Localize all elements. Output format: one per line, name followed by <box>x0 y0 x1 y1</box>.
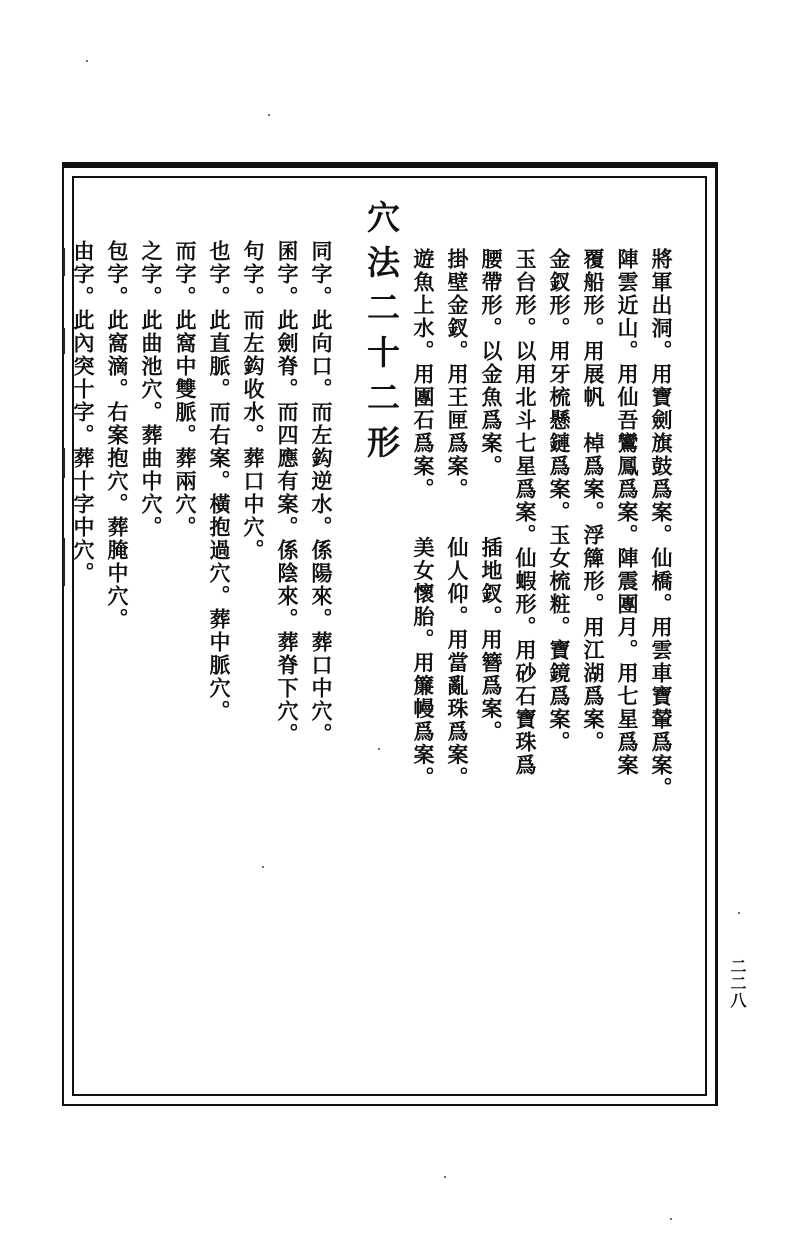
text-column-r6: 腰帶形。以金魚爲案。 插地釵。用簪爲案。 <box>479 248 504 744</box>
speck <box>738 912 740 914</box>
speck <box>268 114 270 116</box>
text-column-r5: 玉台形。以用北斗七星爲案。仙蝦形。用砂石寶珠爲 <box>513 248 538 777</box>
text-column-l8: 由字。此內突十字。葬十字中穴。 <box>71 240 96 585</box>
speck <box>444 1176 446 1178</box>
text-column-l2: 囷字。此劍脊。而四應有案。係陰來。葬脊下穴。 <box>275 240 300 746</box>
page-number: 二二八 <box>728 958 747 1009</box>
text-column-r7: 掛壁金釵。用王匣爲案。 仙人仰。用當亂珠爲案。 <box>445 248 470 790</box>
text-column-r4: 金釵形。用牙梳懸鏈爲案。玉女梳粧。寶鏡爲案。 <box>547 248 572 754</box>
text-column-l4: 也字。此直脈。而右案。橫抱過穴。葬中脈穴。 <box>207 240 232 723</box>
text-column-l3: 句字。而左鈎收水。葬口中穴。 <box>241 240 266 562</box>
text-column-l7: 包字。此窩滴。右案抱穴。葬腌中穴。 <box>105 240 130 631</box>
text-column-r8: 遊魚上水。用團石爲案。 美女懷胎。用簾幔爲案。 <box>411 248 436 790</box>
speck <box>670 1218 672 1220</box>
text-column-r1: 將軍出洞。用寶劍旗鼓爲案。仙橋。用雲車寶輦爲案。 <box>649 248 674 800</box>
text-column-r3: 覆船形。用展帆 棹爲案。浮簰形。用江湖爲案。 <box>581 248 606 754</box>
speck <box>378 748 380 750</box>
text-column-l5: 而字。此窩中雙脈。葬兩穴。 <box>173 240 198 539</box>
section-title: 穴法二十二形 <box>362 200 401 470</box>
speck <box>86 60 88 62</box>
speck <box>262 866 264 868</box>
text-column-r2: 陣雲近山。用仙吾鸞鳳爲案。陣震團月。用七星爲案 <box>615 248 640 777</box>
margin-marks <box>62 248 70 608</box>
text-column-l1: 同字。此向口。而左鈎逆水。係陽來。葬口中穴。 <box>309 240 334 746</box>
text-column-l6: 之字。此曲池穴。葬曲中穴。 <box>139 240 164 539</box>
